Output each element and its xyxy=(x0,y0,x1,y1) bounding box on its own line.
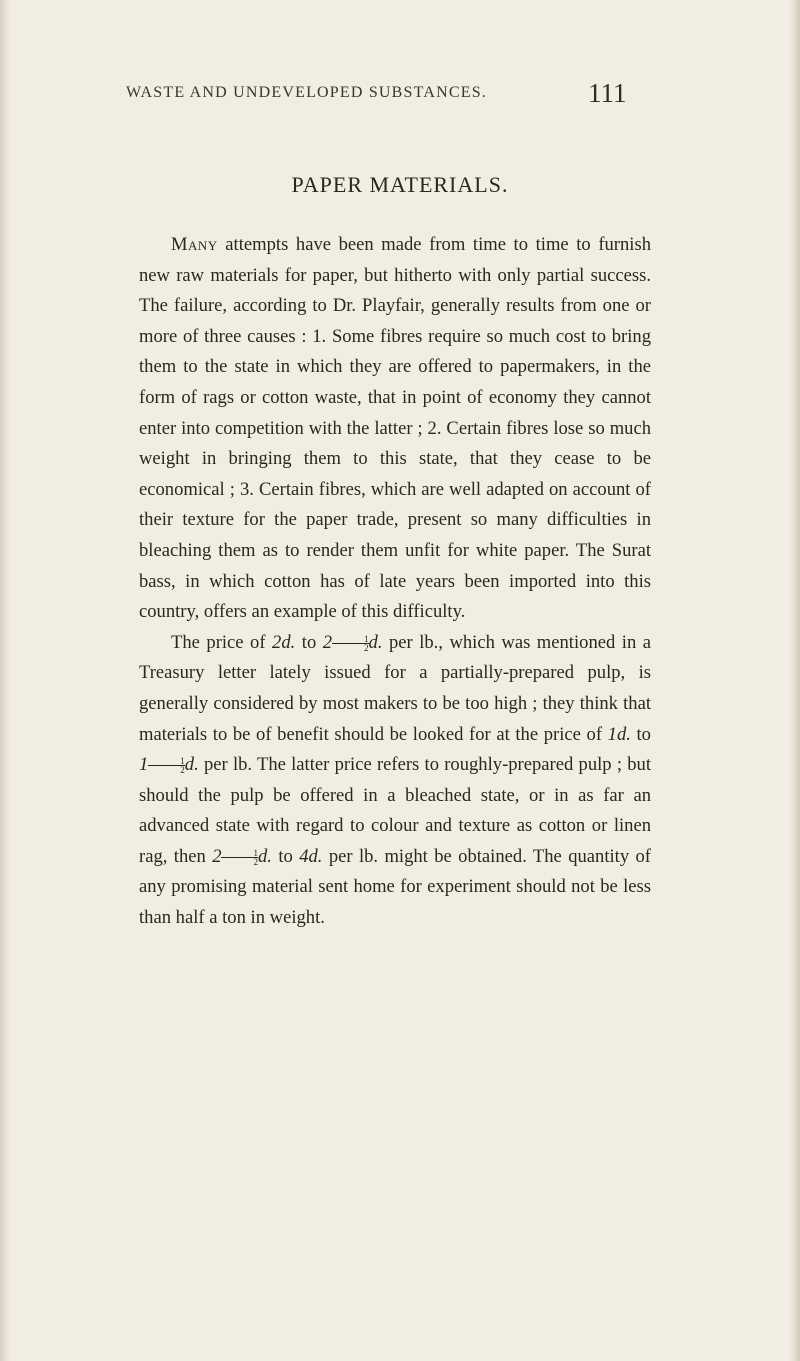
fraction-denominator: 2 xyxy=(253,857,258,868)
fraction-denominator: 2 xyxy=(180,765,185,776)
paragraph-1-text: attempts have been made from time to time to furnish new raw materials for paper, but hitherto with only partial success. The failure, according to Dr. Playfair, generally results from one or more of three causes : 1. Some fibres require so much cost to bring them to the state in which they are offered to papermakers, in the form of rags or cotton waste, that in point of economy they cannot enter into competition with the latter ; 2. Certain fibres lose so much weight in bringing them to this state, that they cease to be economical ; 3. Certain fibres, which are well adapted on account of their texture for the paper trade, present so many difficulties in bleaching them as to render them unfit for white paper. The Surat bass, in which cotton has of late years been imported into this country, offers an example of this difficulty. xyxy=(139,234,651,623)
running-title: WASTE AND UNDEVELOPED SUBSTANCES. xyxy=(126,84,487,101)
price-unit: d. xyxy=(184,754,199,776)
price-value: 1 xyxy=(139,754,149,776)
page-number: 111 xyxy=(588,78,627,108)
fraction-denominator: 2 xyxy=(364,642,369,653)
fraction-numerator: 1 xyxy=(332,635,369,644)
lead-word: Many xyxy=(171,234,218,255)
price-value: 4d. xyxy=(299,845,323,867)
half-fraction xyxy=(221,849,258,866)
paragraph-2 xyxy=(139,628,651,934)
text-run: to xyxy=(295,631,323,653)
section-title: PAPER MATERIALS. xyxy=(291,172,509,197)
text-run: The price of xyxy=(171,631,273,653)
fraction-numerator: 1 xyxy=(221,849,258,858)
text-run: per lb., which was mentioned in a Treasury letter lately issued for a partially-prepared pulp, is generally considered by most makers to be too high ; they think that materials to be of benefit should be looked for at the price of xyxy=(139,631,651,745)
text-run: per lb. The latter price refers to roughly-prepared pulp ; but should the pulp be offered in a bleached state, or in as far an advanced state with regard to colour and texture as cotton or linen rag, then xyxy=(139,754,651,867)
price-unit: d. xyxy=(368,631,383,653)
running-header xyxy=(0,78,800,108)
page-edge xyxy=(788,0,800,1361)
price-unit: d. xyxy=(257,845,272,867)
text-run: per lb. might be obtained. The quantity of any promising material sent home for experiment should not be less than half a ton in weight. xyxy=(139,845,652,929)
paragraph-1 xyxy=(139,230,651,628)
body-text xyxy=(139,230,651,934)
half-fraction xyxy=(332,635,369,652)
price-value: 2d. xyxy=(272,631,296,653)
half-fraction xyxy=(148,757,185,774)
price-value: 1d. xyxy=(607,723,631,745)
page-binding-shadow xyxy=(0,0,10,1361)
fraction-numerator: 1 xyxy=(148,757,185,766)
text-run: to xyxy=(630,723,651,745)
text-run: to xyxy=(271,845,300,867)
price-value: 2 xyxy=(322,631,333,653)
price-value: 2 xyxy=(212,845,222,867)
